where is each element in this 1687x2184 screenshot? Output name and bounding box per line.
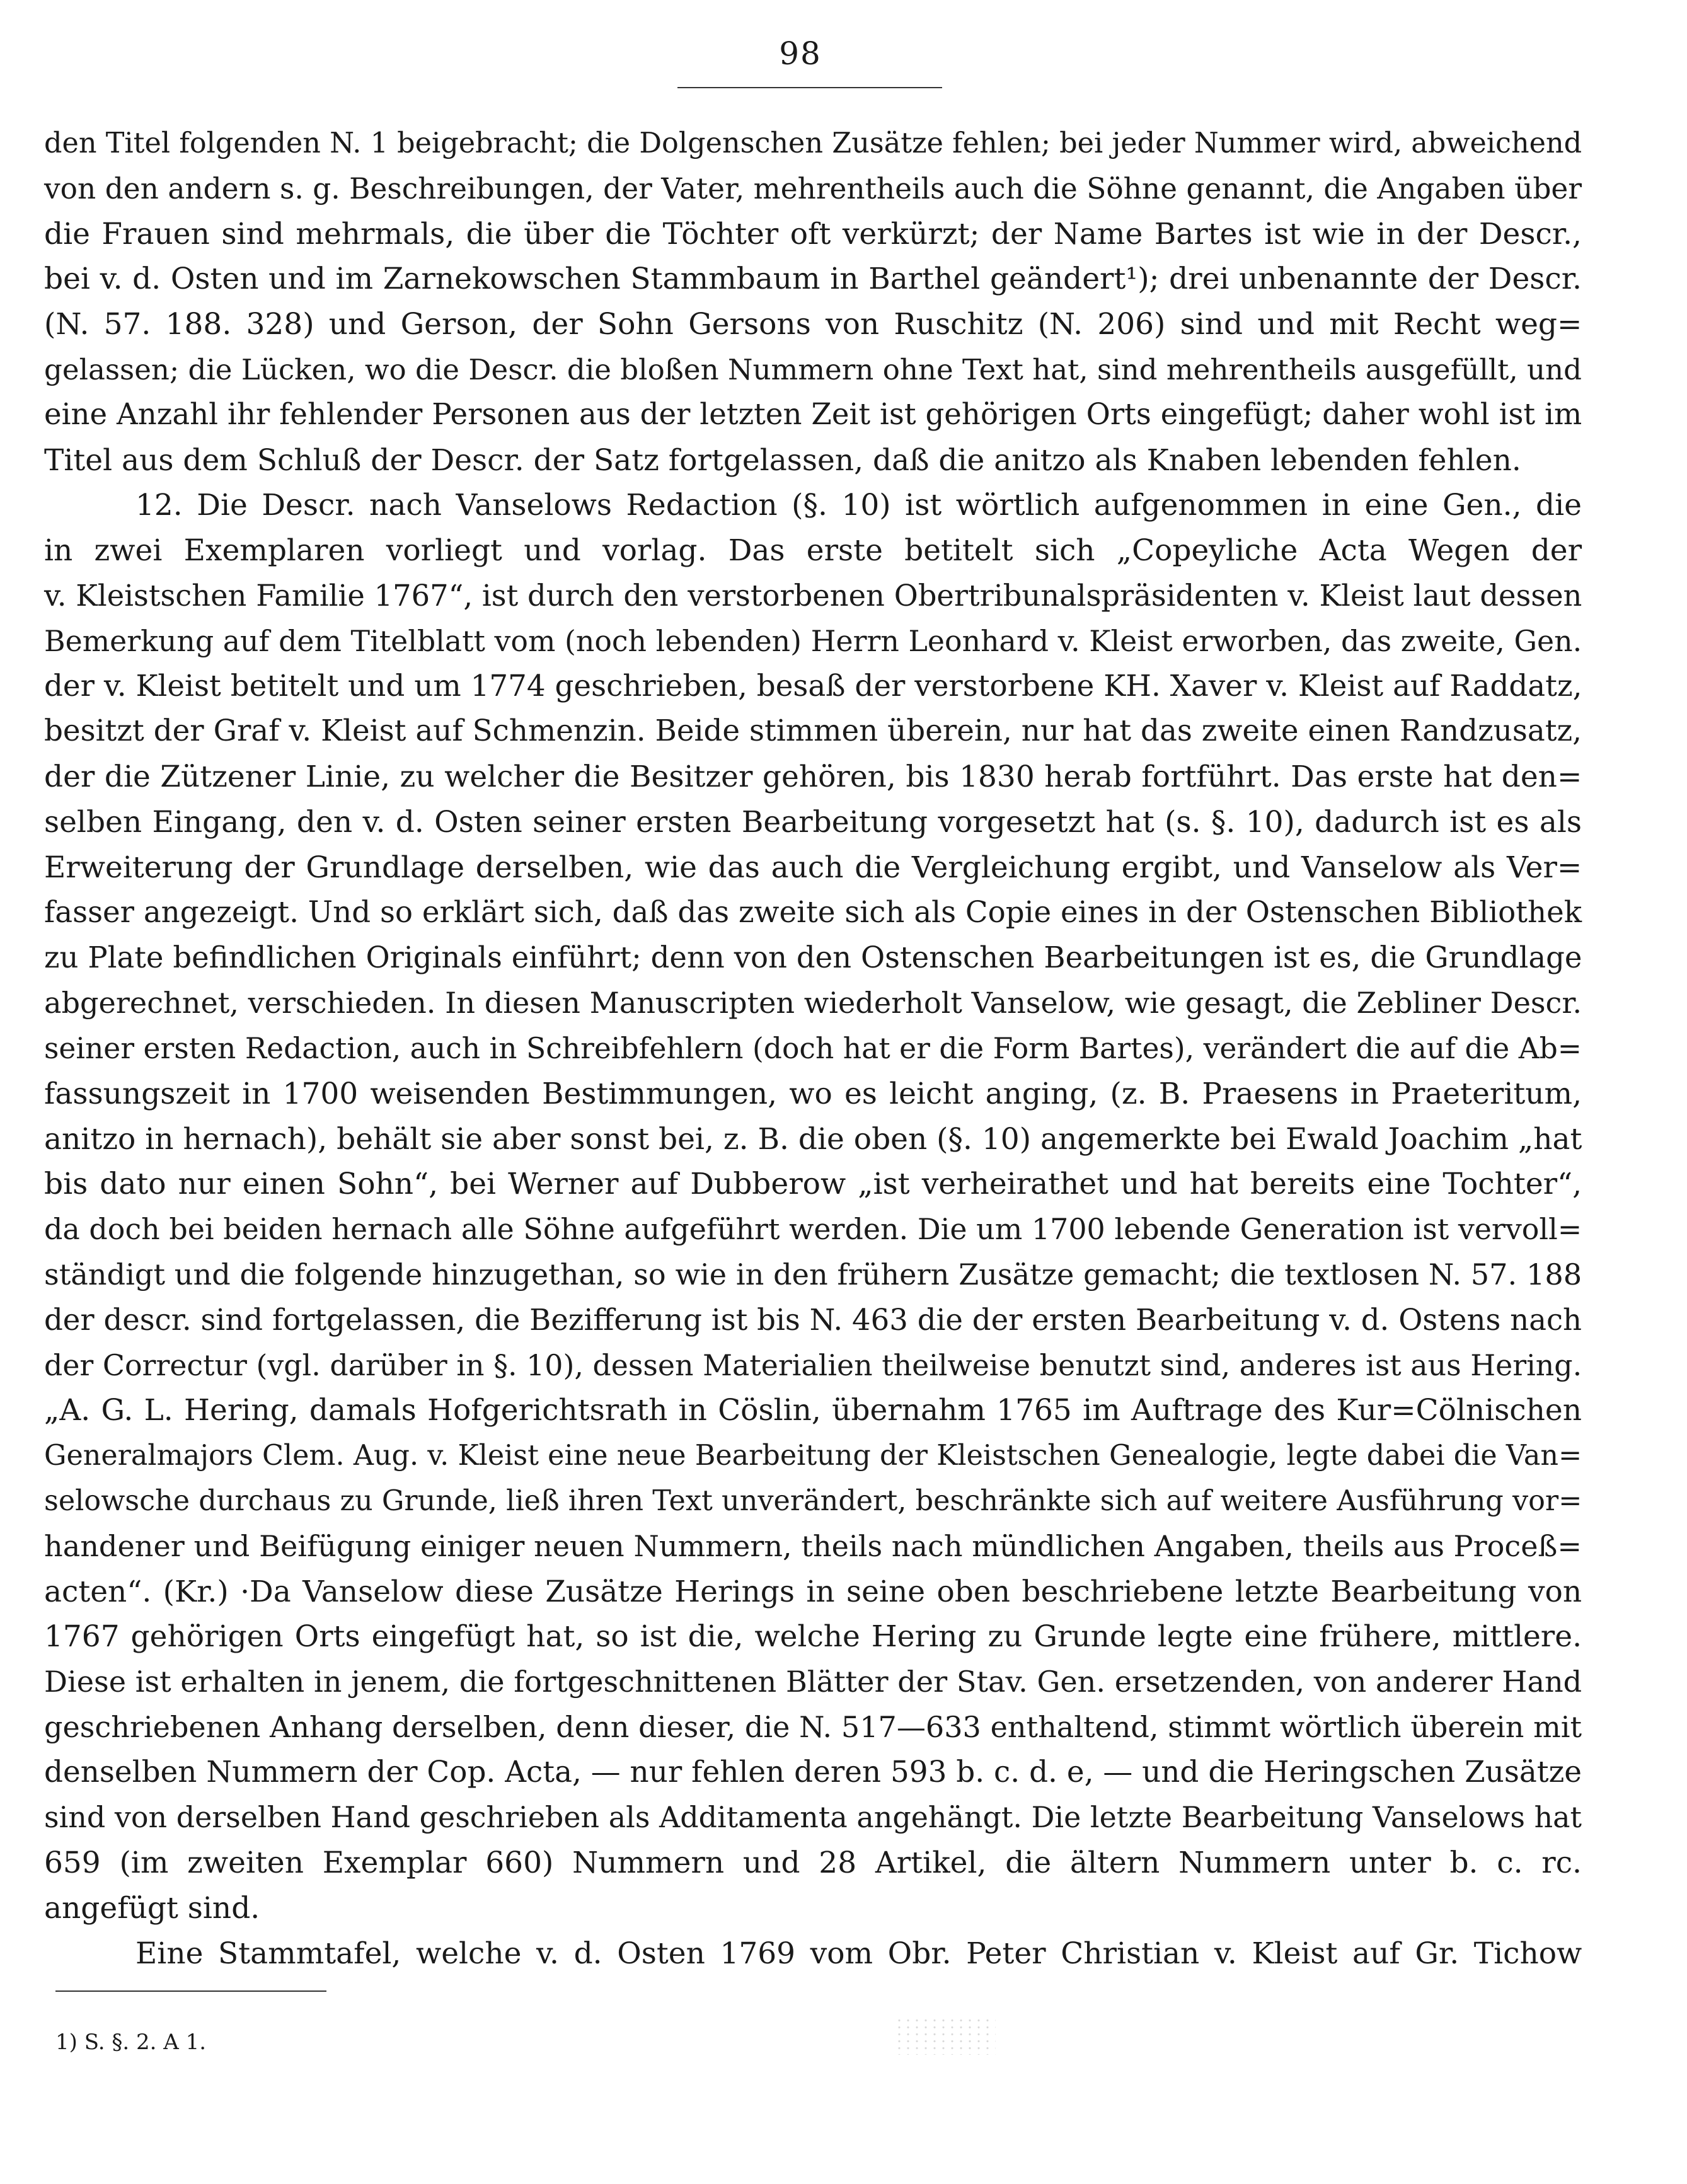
text-line: die Frauen sind mehrmals, die über die Töchter oft verkürzt; der Name Bartes ist wie in der Descr., (44, 216, 1582, 251)
text-line: gelassen; die Lücken, wo die Descr. die bloßen Nummern ohne Text hat, sind mehrentheils ausgefüllt, und (44, 352, 1582, 386)
text-line: 659 (im zweiten Exemplar 660) Nummern und 28 Artikel, die ältern Nummern unter b. c. rc. (44, 1846, 1582, 1881)
text-line: handener und Beifügung einiger neuen Nummern, theils nach mündlichen Angaben, theils aus Proceß= (44, 1528, 1582, 1563)
text-line: denselben Nummern der Cop. Acta, — nur fehlen deren 593 b. c. d. e, — und die Heringschen Zusätze (44, 1755, 1582, 1789)
text-line: acten“. (Kr.) ·Da Vanselow diese Zusätze Herings in seine oben beschriebene letzte Bearbeitung von (44, 1574, 1582, 1609)
text-line: da doch bei beiden hernach alle Söhne aufgeführt werden. Die um 1700 lebende Generation ist vervoll= (44, 1212, 1582, 1247)
footnote-rule (55, 1990, 326, 1992)
text-line: 1767 gehörigen Orts eingefügt hat, so ist die, welche Hering zu Grunde legte eine frühere, mittlere. (44, 1619, 1582, 1655)
text-line: von den andern s. g. Beschreibungen, der Vater, mehrentheils auch die Söhne genannt, die Angaben über (44, 171, 1582, 205)
text-line: der descr. sind fortgelassen, die Bezifferung ist bis N. 463 die der ersten Bearbeitung v. d. Ostens nach (44, 1302, 1582, 1337)
text-line: selben Eingang, den v. d. Osten seiner ersten Bearbeitung vorgesetzt hat (s. §. 10), dadurch ist es als (44, 804, 1582, 840)
header-rule (677, 87, 942, 88)
text-line: bei v. d. Osten und im Zarnekowschen Stammbaum in Barthel geändert¹); drei unbenannte der Descr. (44, 262, 1582, 297)
text-line: fasser angezeigt. Und so erklärt sich, daß das zweite sich als Copie eines in der Ostenschen Bibliothek (44, 895, 1582, 930)
text-line: Bemerkung auf dem Titelblatt vom (noch lebenden) Herrn Leonhard v. Kleist erworben, das zweite, Gen. (44, 623, 1582, 658)
text-line: in zwei Exemplaren vorliegt und vorlag. Das erste betitelt sich „Copeyliche Acta Wegen der (44, 533, 1582, 569)
body-text (44, 121, 1582, 1977)
text-line: zu Plate befindlichen Originals einführt; denn von den Ostenschen Bearbeitungen ist es, die Grundlage (44, 940, 1582, 975)
text-line: (N. 57. 188. 328) und Gerson, der Sohn Gersons von Ruschitz (N. 206) sind und mit Recht weg= (44, 307, 1582, 342)
text-line: der v. Kleist betitelt und um 1774 geschrieben, besaß der verstorbene KH. Xaver v. Kleist auf Raddatz, (44, 669, 1582, 703)
text-line: eine Anzahl ihr fehlender Personen aus der letzten Zeit ist gehörigen Orts eingefügt; daher wohl ist im (44, 397, 1582, 432)
text-line: abgerechnet, verschieden. In diesen Manuscripten wiederholt Vanselow, wie gesagt, die Zebliner Descr. (44, 986, 1582, 1020)
text-line: Generalmajors Clem. Aug. v. Kleist eine neue Bearbeitung der Kleistschen Genealogie, legte dabei die Van= (44, 1440, 1582, 1472)
text-line: fassungszeit in 1700 weisenden Bestimmungen, wo es leicht anging, (z. B. Praesens in Praeteritum, (44, 1076, 1582, 1111)
text-line: anitzo in hernach), behält sie aber sonst bei, z. B. die oben (§. 10) angemerkte bei Ewald Joachim „hat (44, 1121, 1582, 1157)
page-number: 98 (779, 35, 822, 72)
paragraph-start-line: 12. Die Descr. nach Vanselows Redaction (§. 10) ist wörtlich aufgenommen in eine Gen., die (135, 488, 1582, 523)
text-line: Diese ist erhalten in jenem, die fortgeschnittenen Blätter der Stav. Gen. ersetzenden, von anderer Hand (44, 1665, 1582, 1699)
text-line: angefügt sind. (44, 1891, 260, 1926)
text-line: „A. G. L. Hering, damals Hofgerichtsrath in Cöslin, übernahm 1765 im Auftrage des Kur=Cölnischen (44, 1393, 1582, 1428)
text-line: sind von derselben Hand geschrieben als Additamenta angehängt. Die letzte Bearbeitung Vanselows hat (44, 1800, 1582, 1835)
text-line: ständigt und die folgende hinzugethan, so wie in den frühern Zusätze gemacht; die textlosen N. 57. 188 (44, 1257, 1582, 1291)
footnote: 1) S. §. 2. A 1. (55, 2030, 207, 2055)
text-line: geschriebenen Anhang derselben, denn dieser, die N. 517—633 enthaltend, stimmt wörtlich überein mit (44, 1709, 1582, 1744)
text-line: selowsche durchaus zu Grunde, ließ ihren Text unverändert, beschränkte sich auf weitere Ausführung vor= (44, 1484, 1582, 1517)
paragraph-start-line: Eine Stammtafel, welche v. d. Osten 1769 vom Obr. Peter Christian v. Kleist auf Gr. Tichow (135, 1936, 1582, 1971)
text-line: besitzt der Graf v. Kleist auf Schmenzin. Beide stimmen überein, nur hat das zweite einen Randzusatz, (44, 714, 1582, 749)
text-line: Erweiterung der Grundlage derselben, wie das auch die Vergleichung ergibt, und Vanselow als Ver= (44, 850, 1582, 885)
text-line: den Titel folgenden N. 1 beigebracht; die Dolgenschen Zusätze fehlen; bei jeder Nummer wird, abweichend (44, 127, 1582, 159)
text-line: der die Zützener Linie, zu welcher die Besitzer gehören, bis 1830 herab fortführt. Das erste hat den= (44, 760, 1582, 795)
scan-speckle (895, 2017, 996, 2055)
text-line: Titel aus dem Schluß der Descr. der Satz fortgelassen, daß die anitzo als Knaben lebenden fehlen. (44, 442, 1521, 478)
text-line: bis dato nur einen Sohn“, bei Werner auf Dubberow „ist verheirathet und hat bereits eine Tochter“, (44, 1167, 1582, 1202)
text-line: seiner ersten Redaction, auch in Schreibfehlern (doch hat er die Form Bartes), verändert die auf die Ab= (44, 1031, 1582, 1065)
text-line: v. Kleistschen Familie 1767“, ist durch den verstorbenen Obertribunalspräsidenten v. Kleist laut dessen (44, 578, 1582, 613)
text-line: der Correctur (vgl. darüber in §. 10), dessen Materialien theilweise benutzt sind, anderes ist aus Hering. (44, 1348, 1582, 1382)
